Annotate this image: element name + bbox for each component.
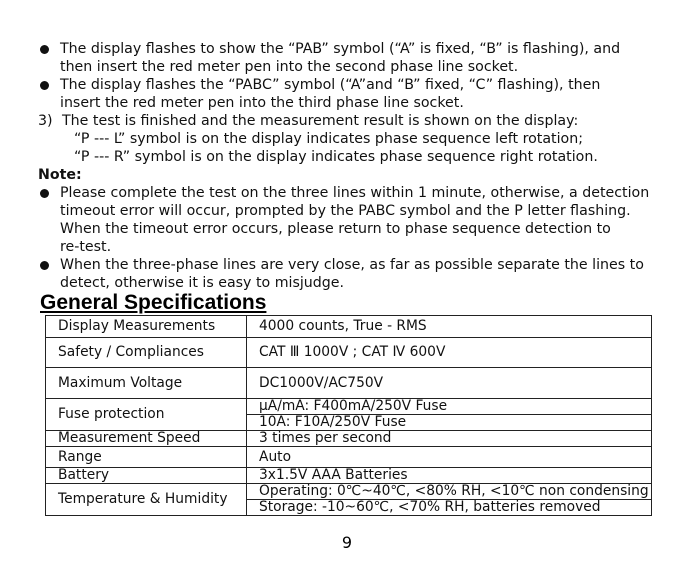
bullet-dot-icon	[40, 81, 49, 90]
specifications-table	[45, 315, 652, 516]
list-item	[38, 76, 658, 112]
section-title: General Specifications	[40, 291, 267, 314]
spec-label: Maximum Voltage	[46, 368, 247, 399]
spec-label: Safety / Compliances	[46, 338, 247, 368]
instructions-block	[38, 40, 658, 292]
list-item	[38, 40, 658, 76]
spec-value: DC1000V/AC750V	[247, 368, 652, 399]
list-item-text: The display flashes the “PABC” symbol (“A”and “B” fixed, “C” flashing), then insert the red meter pen into the third phase line socket.	[60, 77, 601, 111]
list-item-text: When the three-phase lines are very close, as far as possible separate the lines to detect, otherwise it is easy to misjudge.	[60, 257, 644, 291]
bullet-dot-icon	[40, 189, 49, 198]
note-heading: Note:	[38, 167, 82, 183]
table-row	[46, 447, 652, 468]
step-3	[38, 112, 658, 130]
spec-label: Display Measurements	[46, 316, 247, 338]
spec-label: Measurement Speed	[46, 431, 247, 447]
bullet-dot-icon	[40, 45, 49, 54]
spec-value: 3x1.5V AAA Batteries	[247, 468, 652, 484]
table-row	[46, 399, 652, 415]
spec-value: 3 times per second	[247, 431, 652, 447]
spec-value: 4000 counts, True - RMS	[247, 316, 652, 338]
table-row	[46, 316, 652, 338]
spec-value: μA/mA: F400mA/250V Fuse	[247, 399, 652, 415]
step-text: The test is finished and the measurement result is shown on the display:	[62, 113, 579, 129]
spec-value: Operating: 0℃~40℃, <80% RH, <10℃ non condensing	[247, 484, 652, 500]
spec-label: Range	[46, 447, 247, 468]
list-item	[38, 184, 658, 256]
page-number: 9	[341, 533, 353, 552]
spec-label: Temperature & Humidity	[46, 484, 247, 516]
spec-value: Auto	[247, 447, 652, 468]
spec-value: Storage: -10~60℃, <70% RH, batteries removed	[247, 500, 652, 516]
step-number: 3)	[38, 113, 53, 129]
table-row	[46, 431, 652, 447]
list-item-text: The display flashes to show the “PAB” symbol (“A” is fixed, “B” is flashing), and then insert the red meter pen into the second phase line socket.	[60, 41, 621, 75]
table-row	[46, 368, 652, 399]
table-row	[46, 338, 652, 368]
table-row	[46, 484, 652, 500]
spec-label: Fuse protection	[46, 399, 247, 431]
spec-value: CAT Ⅲ 1000V ; CAT Ⅳ 600V	[247, 338, 652, 368]
list-item-text: Please complete the test on the three lines within 1 minute, otherwise, a detection timeout error will occur, prompted by the PABC symbol and the P letter flashing. When the timeout error occurs, please return to phase sequence detection to re-test.	[60, 185, 650, 255]
step-3-line-right: “P --- R” symbol is on the display indicates phase sequence right rotation.	[74, 149, 598, 165]
bullet-dot-icon	[40, 261, 49, 270]
table-row	[46, 468, 652, 484]
step-3-line-left: “P --- L” symbol is on the display indicates phase sequence left rotation;	[74, 131, 584, 147]
spec-value: 10A: F10A/250V Fuse	[247, 415, 652, 431]
spec-label: Battery	[46, 468, 247, 484]
list-item	[38, 256, 658, 292]
